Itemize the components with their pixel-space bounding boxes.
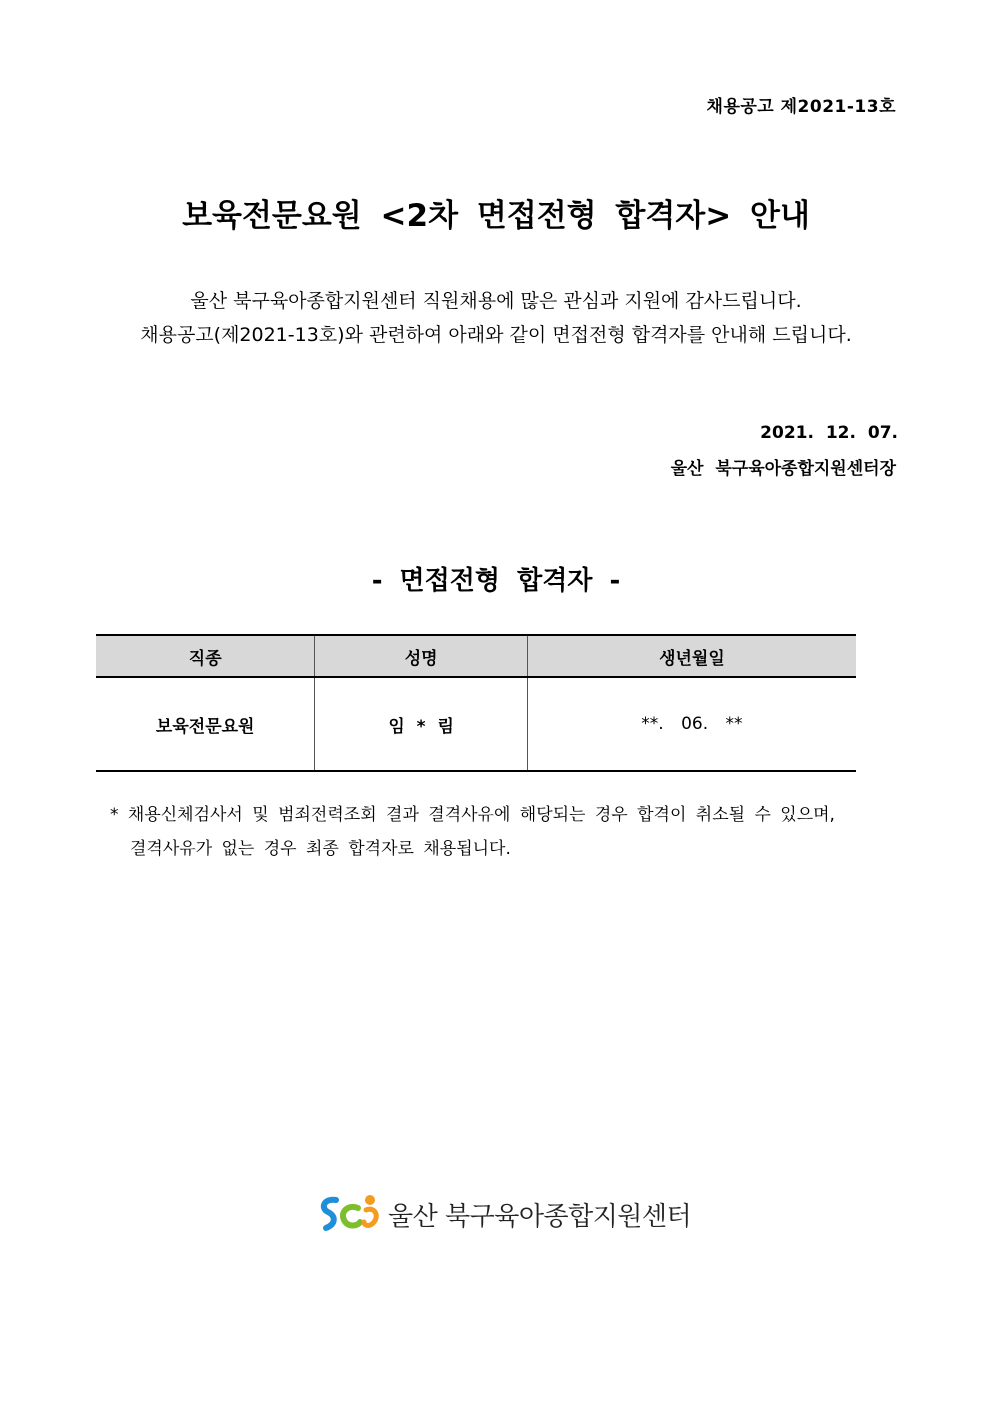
document-title: 보육전문요원 <2차 면접전형 합격자> 안내 bbox=[182, 198, 810, 234]
table-header-row bbox=[96, 635, 856, 677]
issue-date: 2021. 12. 07. bbox=[760, 423, 898, 443]
issuer: 울산 북구육아종합지원센터장 bbox=[670, 459, 896, 479]
center-logo-icon bbox=[318, 1192, 384, 1236]
header-name: 성명 bbox=[315, 635, 527, 677]
footnote bbox=[110, 798, 910, 866]
header-birthdate: 생년월일 bbox=[527, 635, 856, 677]
header-job-type: 직종 bbox=[96, 635, 315, 677]
cell-name: 임 * 림 bbox=[315, 677, 527, 771]
notice-number: 채용공고 제2021-13호 bbox=[706, 97, 896, 117]
cell-job-type: 보육전문요원 bbox=[96, 677, 315, 771]
table-row bbox=[96, 677, 856, 771]
intro-text bbox=[0, 284, 992, 352]
footnote-line-1: * 채용신체검사서 및 범죄전력조회 결과 결격사유에 해당되는 경우 합격이 취소될 수 있으며, bbox=[110, 805, 835, 825]
passers-table bbox=[96, 634, 856, 772]
section-title: - 면접전형 합격자 - bbox=[371, 566, 621, 596]
intro-line-2: 채용공고(제2021-13호)와 관련하여 아래와 같이 면접전형 합격자를 안내해 드립니다. bbox=[140, 324, 852, 346]
footer-logo bbox=[318, 1192, 691, 1236]
cell-birthdate: **. 06. ** bbox=[527, 677, 856, 771]
intro-line-1: 울산 북구육아종합지원센터 직원채용에 많은 관심과 지원에 감사드립니다. bbox=[190, 290, 802, 312]
footnote-line-2: 결격사유가 없는 경우 최종 합격자로 채용됩니다. bbox=[130, 839, 511, 859]
footer-organization-name: 울산 북구육아종합지원센터 bbox=[388, 1201, 692, 1232]
